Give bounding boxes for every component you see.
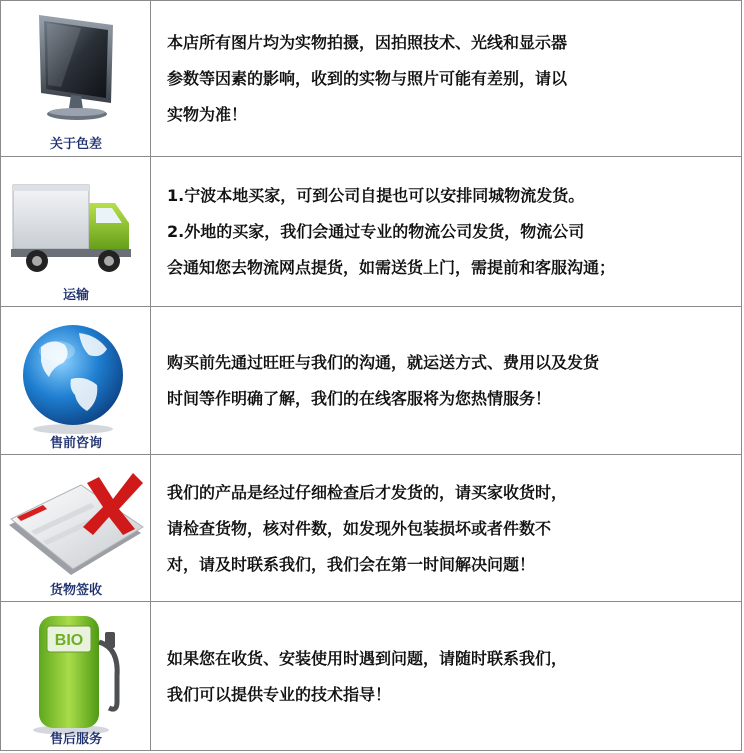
row-aftersales [1, 601, 741, 751]
row-caption: 运输 [62, 288, 89, 303]
monitor-icon [1, 1, 151, 151]
row-text [151, 455, 741, 602]
row-receipt [1, 454, 741, 602]
text-line: 我们可以提供专业的技术指导！ [167, 684, 392, 704]
row-color-difference [1, 1, 741, 156]
row-text [151, 157, 741, 307]
row-presale [1, 306, 741, 455]
row-text [151, 1, 741, 156]
icon-cell [1, 307, 151, 455]
icon-cell [1, 1, 151, 156]
text-line: 参数等因素的影响，收到的实物与照片可能有差别，请以 [167, 68, 568, 88]
icon-cell [1, 602, 151, 751]
text-line: 购买前先通过旺旺与我们的沟通，就运送方式、费用以及发货 [167, 353, 600, 372]
row-caption: 关于色差 [49, 137, 102, 152]
text-line: 我们的产品是经过仔细检查后才发货的，请买家收货时， [167, 482, 568, 502]
text-line: 本店所有图片均为实物拍摄，因拍照技术、光线和显示器 [167, 32, 568, 52]
text-line: 1.宁波本地买家，可到公司自提也可以安排同城物流发货。 [167, 186, 585, 205]
text-line: 时间等作明确了解，我们的在线客服将为您热情服务！ [167, 389, 552, 408]
row-caption: 售后服务 [49, 732, 102, 747]
row-text [151, 307, 741, 455]
text-line: 2.外地的买家，我们会通过专业的物流公司发货，物流公司 [167, 222, 585, 241]
icon-cell [1, 157, 151, 307]
row-caption: 货物签收 [49, 583, 102, 598]
row-text [151, 602, 741, 751]
text-line: 实物为准！ [167, 104, 248, 124]
bio-label: BIO [54, 632, 84, 649]
row-caption: 售前咨询 [49, 436, 102, 451]
icon-cell [1, 455, 151, 602]
text-line: 会通知您去物流网点提货，如需送货上门，需提前和客服沟通； [167, 258, 616, 277]
text-line: 对，请及时联系我们，我们会在第一时间解决问题！ [167, 554, 536, 574]
text-line: 如果您在收货、安装使用时遇到问题，请随时联系我们， [167, 648, 568, 668]
row-shipping [1, 156, 741, 307]
text-line: 请检查货物，核对件数，如发现外包装损坏或者件数不 [167, 518, 552, 538]
